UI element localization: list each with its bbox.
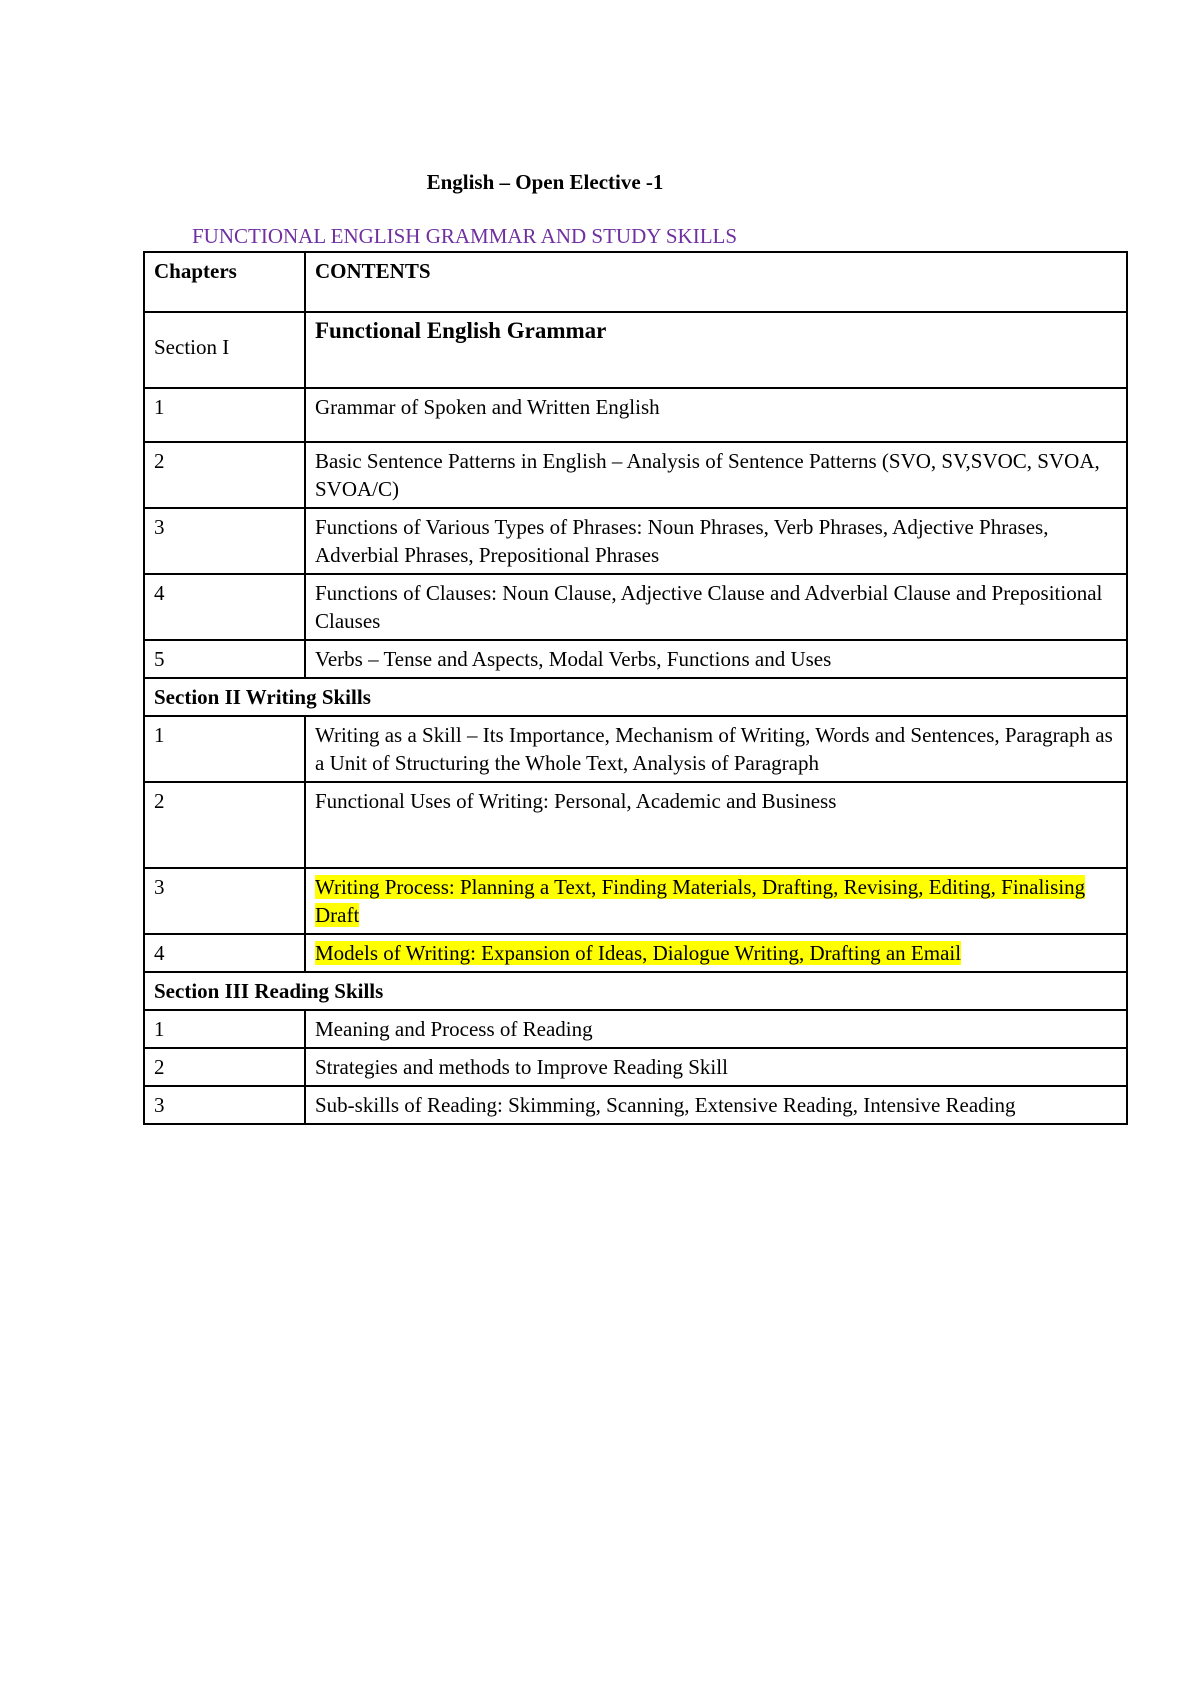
table-row [144, 934, 1127, 972]
syllabus-table [143, 251, 1128, 1125]
chapter-number: 1 [144, 1010, 305, 1048]
table-row [144, 640, 1127, 678]
section-2-header-row [144, 678, 1127, 716]
chapter-number: 1 [144, 716, 305, 782]
document-subtitle: FUNCTIONAL ENGLISH GRAMMAR AND STUDY SKILLS [192, 224, 738, 248]
table-row [144, 442, 1127, 508]
chapter-content: Functions of Clauses: Noun Clause, Adjective Clause and Adverbial Clause and Prepositional Clauses [305, 574, 1127, 640]
section-3-header-row [144, 972, 1127, 1010]
chapter-number: 5 [144, 640, 305, 678]
section-3-title: Section III Reading Skills [144, 972, 1127, 1010]
chapter-content: Sub-skills of Reading: Skimming, Scanning, Extensive Reading, Intensive Reading [305, 1086, 1127, 1124]
chapter-number: 4 [144, 574, 305, 640]
section-1-header-row [144, 312, 1127, 388]
chapter-number: 2 [144, 1048, 305, 1086]
chapter-number: 3 [144, 1086, 305, 1124]
chapter-number: 1 [144, 388, 305, 442]
chapter-content: Writing as a Skill – Its Importance, Mechanism of Writing, Words and Sentences, Paragraph as a Unit of Structuring the Whole Text, Analysis of Paragraph [305, 716, 1127, 782]
chapter-content: Basic Sentence Patterns in English – Analysis of Sentence Patterns (SVO, SV,SVOC, SVOA, SVOA/C) [305, 442, 1127, 508]
chapter-content: Meaning and Process of Reading [305, 1010, 1127, 1048]
chapter-number: 2 [144, 782, 305, 868]
chapters-header: Chapters [144, 252, 305, 312]
section-1-label: Section I [144, 312, 305, 388]
table-row [144, 1010, 1127, 1048]
chapter-content: Verbs – Tense and Aspects, Modal Verbs, Functions and Uses [305, 640, 1127, 678]
chapter-content: Strategies and methods to Improve Reading Skill [305, 1048, 1127, 1086]
table-row [144, 388, 1127, 442]
chapter-number: 4 [144, 934, 305, 972]
document-title: English – Open Elective -1 [426, 170, 664, 194]
highlighted-text: Models of Writing: Expansion of Ideas, Dialogue Writing, Drafting an Email [315, 941, 962, 965]
section-2-title: Section II Writing Skills [144, 678, 1127, 716]
chapter-number: 3 [144, 868, 305, 934]
chapter-content: Grammar of Spoken and Written English [305, 388, 1127, 442]
table-row [144, 868, 1127, 934]
chapter-number: 3 [144, 508, 305, 574]
table-row [144, 1048, 1127, 1086]
section-1-title: Functional English Grammar [305, 312, 1127, 388]
table-row [144, 508, 1127, 574]
table-row [144, 574, 1127, 640]
contents-header: CONTENTS [305, 252, 1127, 312]
table-row [144, 1086, 1127, 1124]
chapter-content: Functions of Various Types of Phrases: Noun Phrases, Verb Phrases, Adjective Phrases, Adverbial Phrases, Prepositional Phrases [305, 508, 1127, 574]
chapter-number: 2 [144, 442, 305, 508]
chapter-content: Functional Uses of Writing: Personal, Academic and Business [305, 782, 1127, 868]
chapter-content-highlighted [305, 934, 1127, 972]
chapter-content-highlighted [305, 868, 1127, 934]
table-row [144, 716, 1127, 782]
table-header-row [144, 252, 1127, 312]
table-row [144, 782, 1127, 868]
highlighted-text: Writing Process: Planning a Text, Finding Materials, Drafting, Revising, Editing, Finalising Draft [315, 875, 1086, 927]
